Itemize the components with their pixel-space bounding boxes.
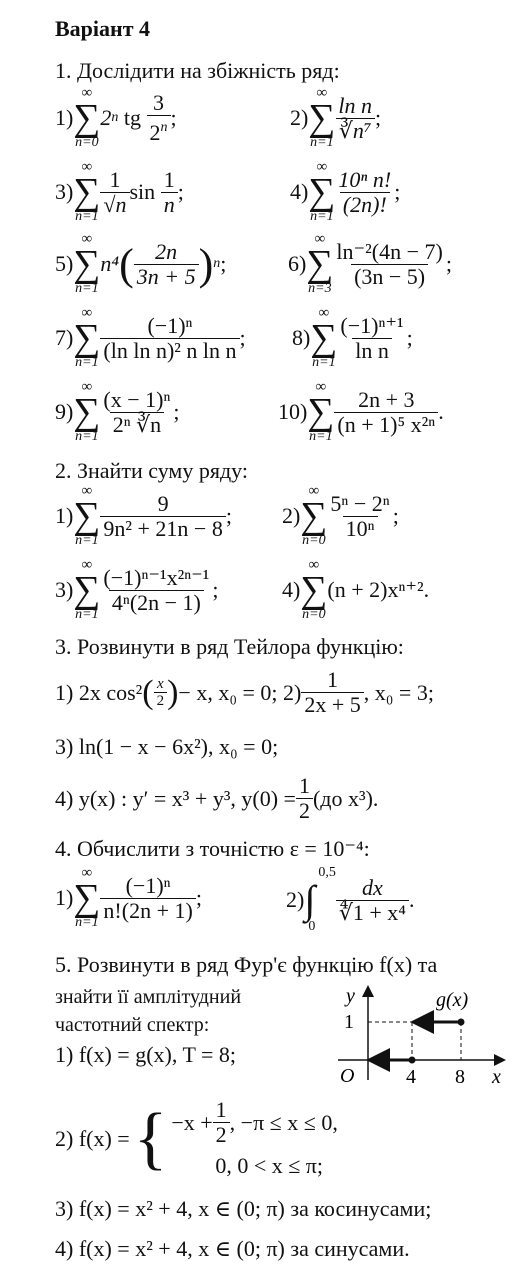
taylor-4: 4) y(x) : y′ = x³ + y³, y(0) = $\frac{1}{2}$ (до x³). — [55, 773, 379, 823]
approx-2: 2) 0,5 ∫ 0 $\frac{dx}{\text{∜1 + x⁴}}$ . — [286, 865, 415, 934]
fourier-1: 1) f(x) = g(x), T = 8; — [55, 1042, 237, 1067]
series-1-10: 10) ∞ ∑ n=1 $\frac{2n + 3}{\text{(n + 1)⁵ x²ⁿ}}$ . — [278, 379, 444, 444]
variant-title: Варіант 4 — [55, 16, 151, 41]
series-1-4: 4) ∞ ∑ n=1 $\frac{\text{10ⁿ n!}}{(2n)!}$ ; — [290, 159, 401, 224]
series-1-7: 7) ∞ ∑ n=1 $\frac{\text{(−1)ⁿ}}{\text{(ln ln n)² n ln n}}$ ; — [55, 305, 246, 370]
svg-text:g(x): g(x) — [436, 989, 469, 1011]
svg-text:x: x — [492, 1066, 501, 1088]
task3-title: 3. Розвинути в ряд Тейлора функцію: — [55, 634, 404, 659]
svg-text:4: 4 — [406, 1066, 416, 1088]
series-2-4: 4) ∞ ∑ n=0 (n + 2)xⁿ⁺². — [282, 557, 430, 622]
series-2-3: 3) ∞ ∑ n=1 $\frac{\text{(−1)ⁿ⁻¹x²ⁿ⁻¹}}{\text{4ⁿ(2n − 1)}}$ ; — [55, 557, 219, 622]
series-2-2: 2) ∞ ∑ n=0 $\frac{\text{5ⁿ − 2ⁿ}}{\text{10ⁿ}}$ ; — [282, 483, 399, 548]
series-1-8: 8) ∞ ∑ n=1 $\frac{\text{(−1)ⁿ⁺¹}}{\text{ln n}}$ ; — [292, 305, 413, 370]
series-1-1: 1) ∞ ∑ n=0 2 n tg $\frac{3}{2^n}$ ; — [55, 85, 177, 150]
task5-line2: знайти її амплітудний — [55, 986, 242, 1008]
fourier-3: 3) f(x) = x² + 4, x ∈ (0; π) за косинусами; — [55, 1196, 432, 1221]
series-1-3: 3) ∞ ∑ n=1 $\frac{1}{√n}$ sin $\frac{1}{n}$ ; — [55, 159, 184, 224]
series-1-2: 2) ∞ ∑ n=1 $\frac{\text{ln n}}{\text{∛n⁷}}$ ; — [290, 85, 382, 150]
svg-text:y: y — [346, 985, 355, 1007]
series-1-5: 5) ∞ ∑ n=1 n⁴ ( $\frac{2n}{3n + 5}$ ) n ; — [55, 231, 227, 296]
task4-title: 4. Обчислити з точністю ε = 10⁻⁴: — [55, 836, 370, 861]
task1-title: 1. Дослідити на збіжність ряд: — [55, 58, 340, 83]
task5-title: 5. Розвинути в ряд Фур'є функцію f(x) та — [55, 952, 438, 977]
taylor-3: 3) ln(1 − x − 6x²), x₀ = 0; — [55, 734, 279, 759]
gx-graph — [328, 980, 518, 1090]
series-2-1: 1) ∞ ∑ n=1 $\frac{9}{\text{9n² + 21n − 8}}$ ; — [55, 483, 232, 548]
fourier-2: 2) f(x) = { −x + $\frac{1}{2}$ , −π ≤ x ≤ 0, 0, 0 < x ≤ π; — [55, 1097, 338, 1178]
task5-line3: частотний спектр: — [55, 1014, 210, 1036]
taylor-1-2: 1) 2x cos² ( $\frac{x}{2}$ ) − x, x₀ = 0; 2) $\frac{1}{2x + 5}$ , x₀ = 3; — [55, 667, 434, 717]
svg-text:8: 8 — [455, 1066, 465, 1088]
svg-text:O: O — [340, 1065, 355, 1087]
svg-text:1: 1 — [344, 1011, 354, 1033]
approx-1: 1) ∞ ∑ n=1 $\frac{\text{(−1)ⁿ}}{n!(2n + 1)}$ ; — [55, 865, 202, 930]
series-1-6: 6) ∞ ∑ n=3 $\frac{\text{ln⁻²(4n − 7)}}{(3n - 5)}$ ; — [288, 231, 452, 296]
series-1-9: 9) ∞ ∑ n=1 $\frac{\text{(x − 1)ⁿ}}{\text{2ⁿ ∛n}}$ ; — [55, 379, 180, 444]
fourier-4: 4) f(x) = x² + 4, x ∈ (0; π) за синусами. — [55, 1236, 410, 1261]
task2-title: 2. Знайти суму ряду: — [55, 458, 248, 483]
